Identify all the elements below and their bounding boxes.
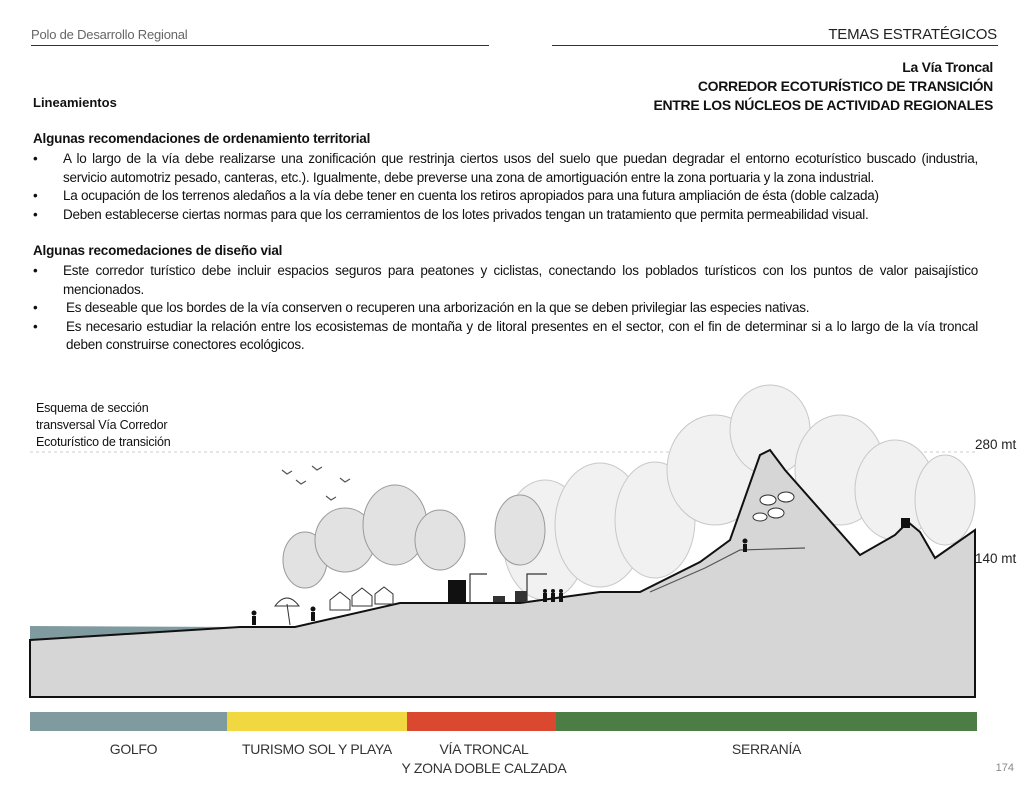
list-item: • Este corredor turístico debe incluir espacios seguros para peatones y ciclistas, conectando los poblados turísticos con los puntos de valor paisajístico mencionados.	[33, 262, 978, 299]
zone-label-text: VÍA TRONCAL	[439, 741, 529, 757]
list-item: • Es necesario estudiar la relación entre los ecosistemas de montaña y de litoral presentes en el sector, con el fin de determinar si a lo largo de la vía troncal deben construirse conectores ecológicos.	[33, 318, 978, 355]
schema-label-line-3: Ecoturístico de transición	[36, 435, 171, 449]
car-icon	[493, 596, 505, 602]
zone-label-via-troncal	[400, 740, 568, 778]
schema-label	[36, 400, 170, 451]
altitude-low-label: 140 mt	[975, 551, 1017, 566]
title-line-2: CORREDOR ECOTURÍSTICO DE TRANSICIÓN	[697, 78, 993, 94]
zone-bar-serrania	[556, 712, 977, 731]
lineamientos-heading: Lineamientos	[33, 95, 117, 110]
header-left: Polo de Desarrollo Regional	[31, 27, 188, 42]
umbrella-pole	[287, 604, 290, 625]
page-number: 174	[995, 762, 1014, 774]
zone-label-text: GOLFO	[109, 741, 158, 757]
zone-label-text: SERRANÍA	[731, 741, 802, 757]
palm-trees	[283, 485, 545, 588]
schema-label-line-2: transversal Vía Corredor	[36, 418, 168, 432]
zone-label-golfo	[30, 740, 237, 759]
pedestrians-icon	[543, 589, 563, 602]
car-icon	[515, 591, 527, 602]
list-item: • Es deseable que los bordes de la vía conserven o recuperen una arborización en la que se deben privilegiar las especies nativas.	[33, 299, 978, 318]
title-line-3: ENTRE LOS NÚCLEOS DE ACTIVIDAD REGIONALES	[653, 97, 993, 113]
zone-label-serrania	[556, 740, 977, 759]
truck-icon	[448, 580, 466, 602]
zone-bar-golfo	[30, 712, 227, 731]
schema-label-line-1: Esquema de sección	[36, 401, 149, 415]
zone-label-text: TURISMO SOL Y PLAYA	[242, 741, 392, 757]
section2-heading: Algunas recomedaciones de diseño vial	[33, 243, 283, 258]
birds-icon	[282, 466, 350, 500]
list-item: • La ocupación de los terrenos aledaños a la vía debe tener en cuenta los retiros apropiados para una futura ampliación de ésta (doble calzada)	[33, 187, 978, 206]
zone-label-turismo	[227, 740, 407, 759]
list-item: • A lo largo de la vía debe realizarse una zonificación que restrinja ciertos usos del suelo que puedan degradar el entorno ecoturístico buscado (industria, servicio automotriz pesado, canteras, etc.). Igualmente, debe preverse una zona de amortiguación entre la zona portuaria y la zona industrial.	[33, 150, 978, 187]
title-line-1: La Vía Troncal	[902, 59, 993, 75]
zone-label-text-2: Y ZONA DOBLE CALZADA	[401, 760, 567, 776]
zone-bar-via-troncal	[407, 712, 556, 731]
altitude-high-label: 280 mt	[975, 437, 1017, 452]
section1-heading: Algunas recomendaciones de ordenamiento territorial	[33, 131, 371, 146]
zone-bar-turismo	[227, 712, 407, 731]
lookout-icon	[901, 518, 910, 528]
header-right: TEMAS ESTRATÉGICOS	[828, 26, 997, 43]
list-item: • Deben establecerse ciertas normas para que los cerramientos de los lotes privados tengan un tratamiento que permita permeabilidad visual.	[33, 206, 978, 225]
